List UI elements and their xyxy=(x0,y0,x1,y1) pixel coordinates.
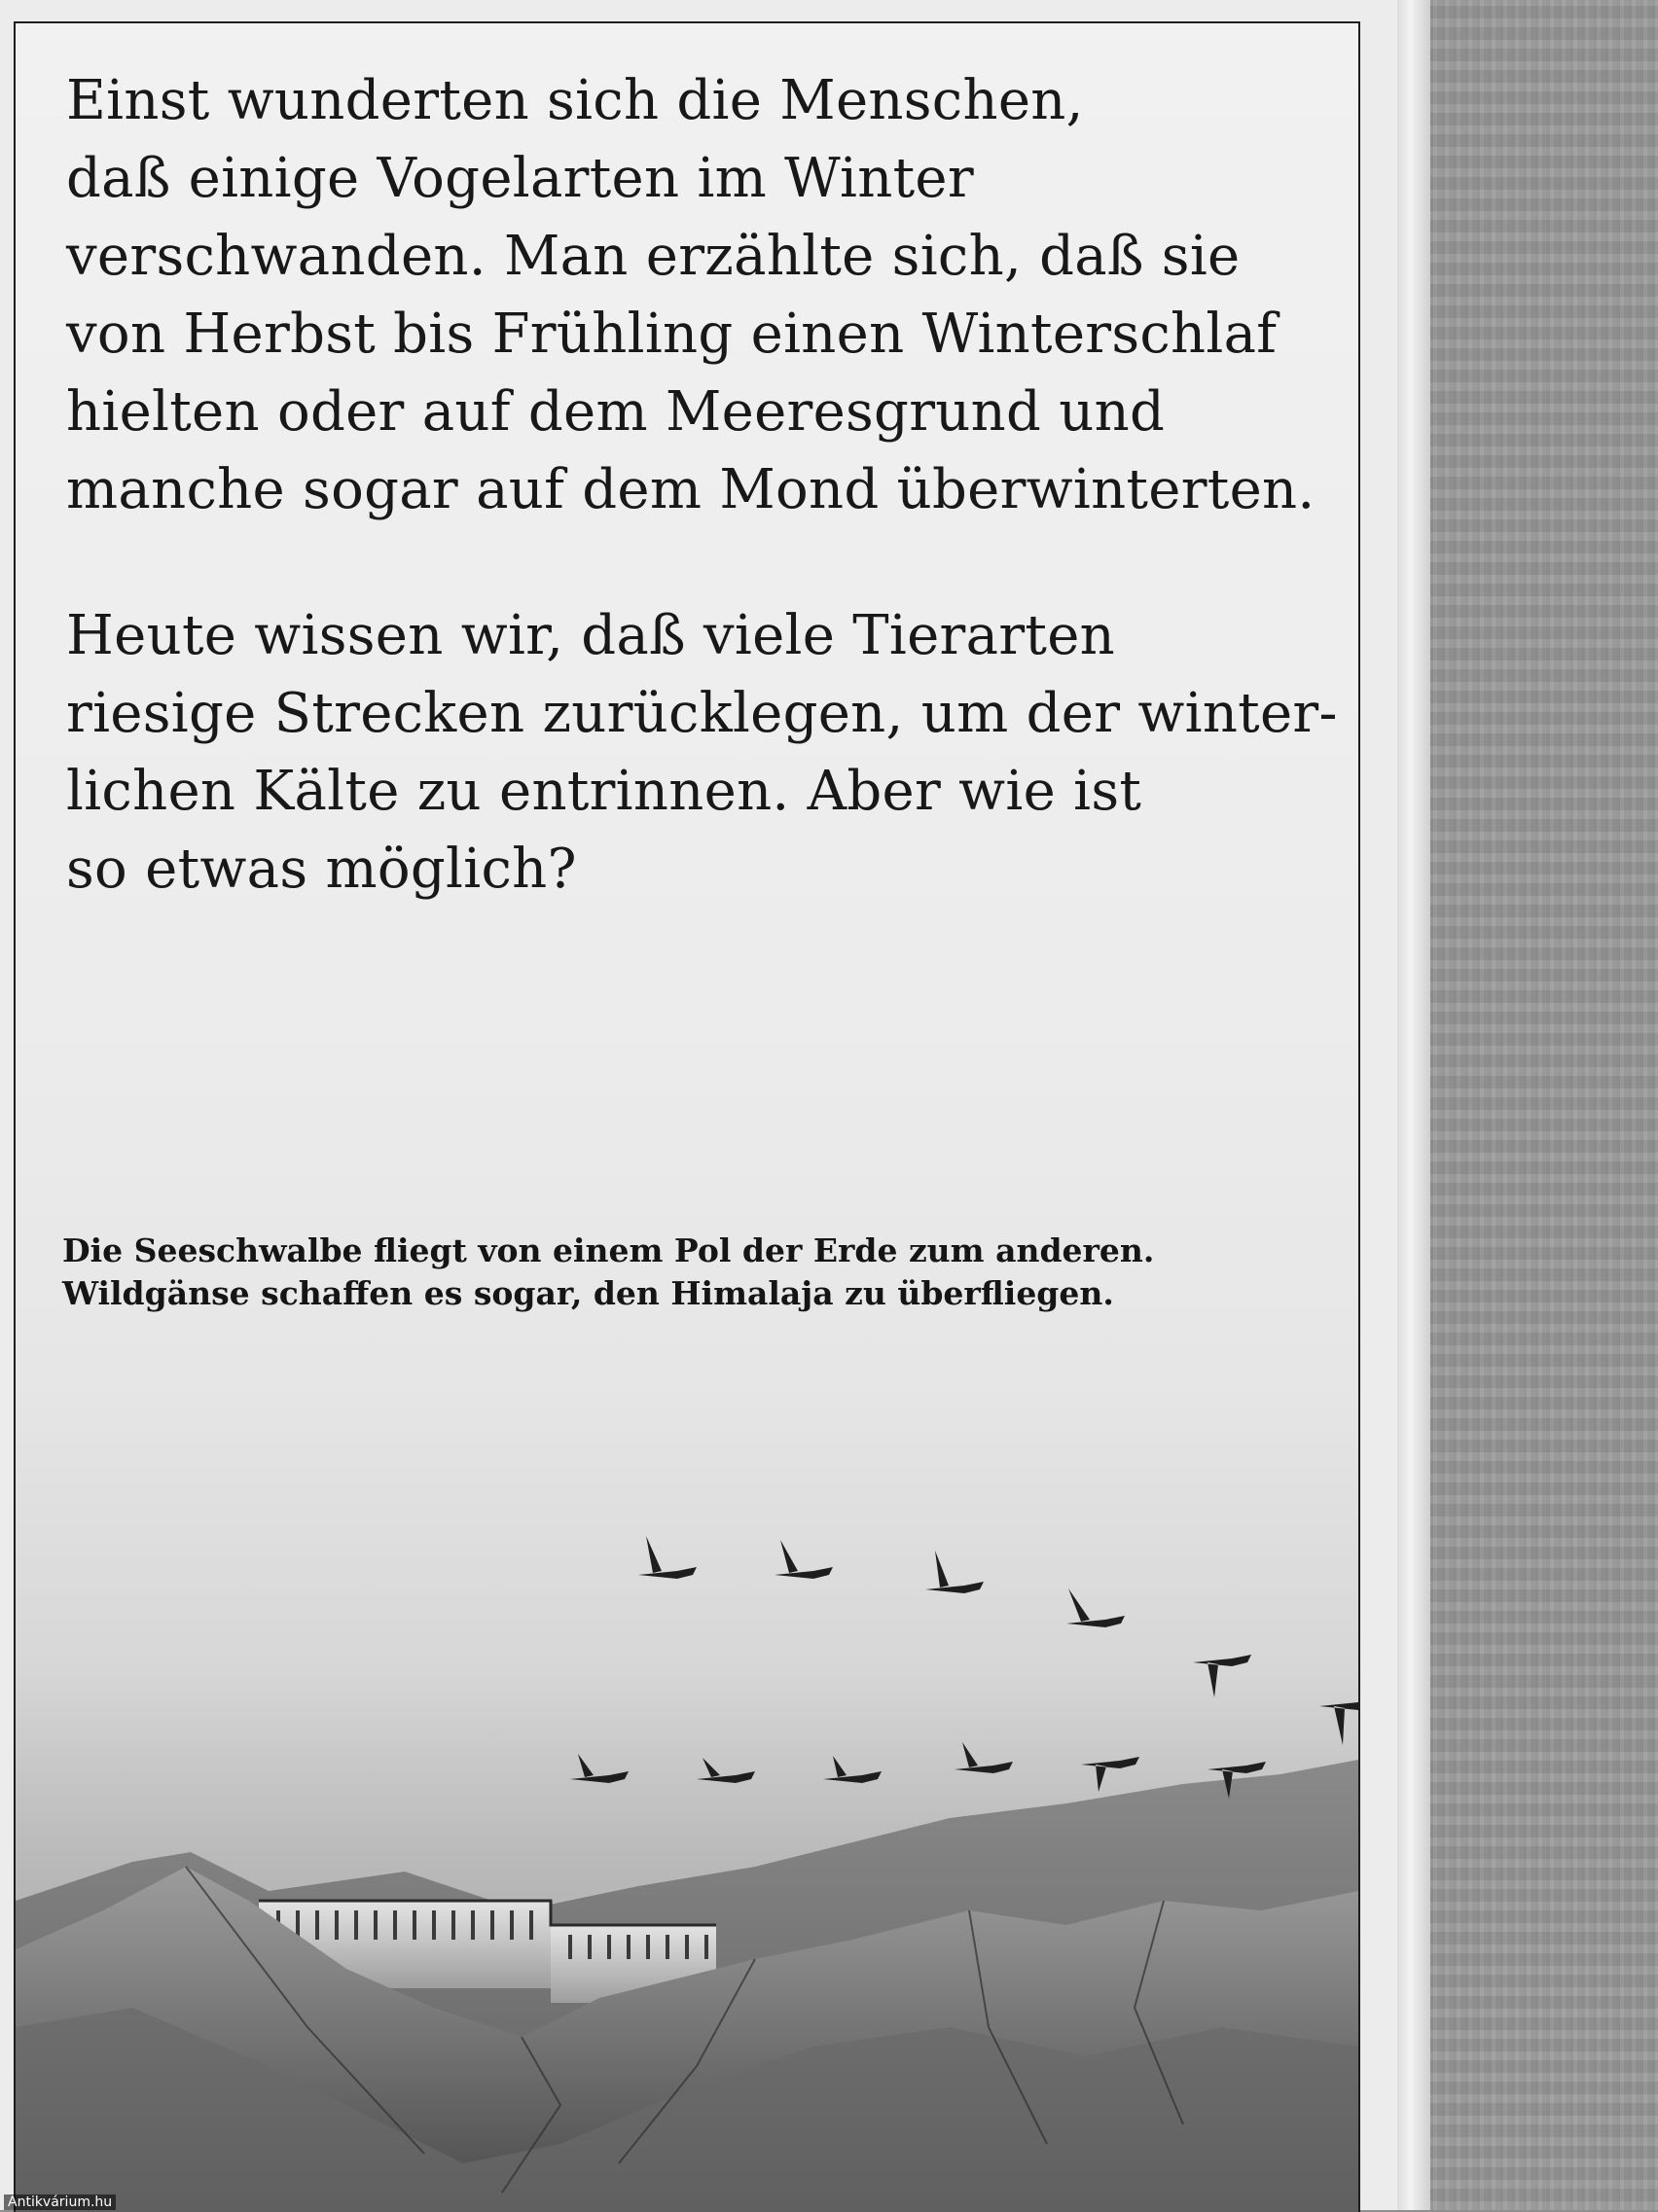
text-line: Einst wunderten sich die Menschen, xyxy=(66,69,1084,132)
text-line: manche sogar auf dem Mond überwinterten. xyxy=(66,458,1316,521)
text-line: Heute wissen wir, daß viele Tierarten xyxy=(66,604,1115,667)
caption-line: Wildgänse schaffen es sogar, den Himalaja zu überfliegen. xyxy=(62,1274,1114,1312)
goose-icon xyxy=(1319,1698,1358,1745)
text-line: lichen Kälte zu entrinnen. Aber wie ist xyxy=(66,760,1142,823)
watermark: Antikvárium.hu xyxy=(4,2194,116,2210)
goose-icon xyxy=(955,1742,1013,1773)
question-paragraph xyxy=(66,597,1351,909)
goose-icon xyxy=(1066,1588,1125,1627)
goose-icon xyxy=(1081,1757,1139,1792)
text-line: daß einige Vogelarten im Winter xyxy=(66,147,974,210)
text-line: hielten oder auf dem Meeresgrund und xyxy=(66,380,1166,444)
text-line: so etwas möglich? xyxy=(66,838,577,901)
goose-icon xyxy=(697,1758,755,1783)
text-line: verschwanden. Man erzählte sich, daß sie xyxy=(66,225,1241,288)
caption-line: Die Seeschwalbe fliegt von einem Pol der Erde zum anderen. xyxy=(62,1231,1155,1269)
geese-mountain-illustration xyxy=(16,1482,1358,2212)
goose-icon xyxy=(775,1540,833,1579)
goose-icon xyxy=(570,1754,629,1783)
wooden-table-background xyxy=(1430,0,1658,2210)
goose-icon xyxy=(1193,1655,1251,1697)
caption xyxy=(62,1230,1154,1315)
goose-icon xyxy=(638,1536,697,1579)
text-line: riesige Strecken zurücklegen, um der winter- xyxy=(66,682,1338,745)
framed-panel xyxy=(14,21,1360,2212)
goose-icon xyxy=(823,1756,882,1783)
geese-flock xyxy=(570,1536,1358,1799)
text-line: von Herbst bis Frühling einen Winterschlaf xyxy=(66,303,1278,366)
goose-icon xyxy=(925,1551,984,1593)
intro-paragraph xyxy=(66,62,1351,529)
cover-edge xyxy=(1397,0,1430,2210)
